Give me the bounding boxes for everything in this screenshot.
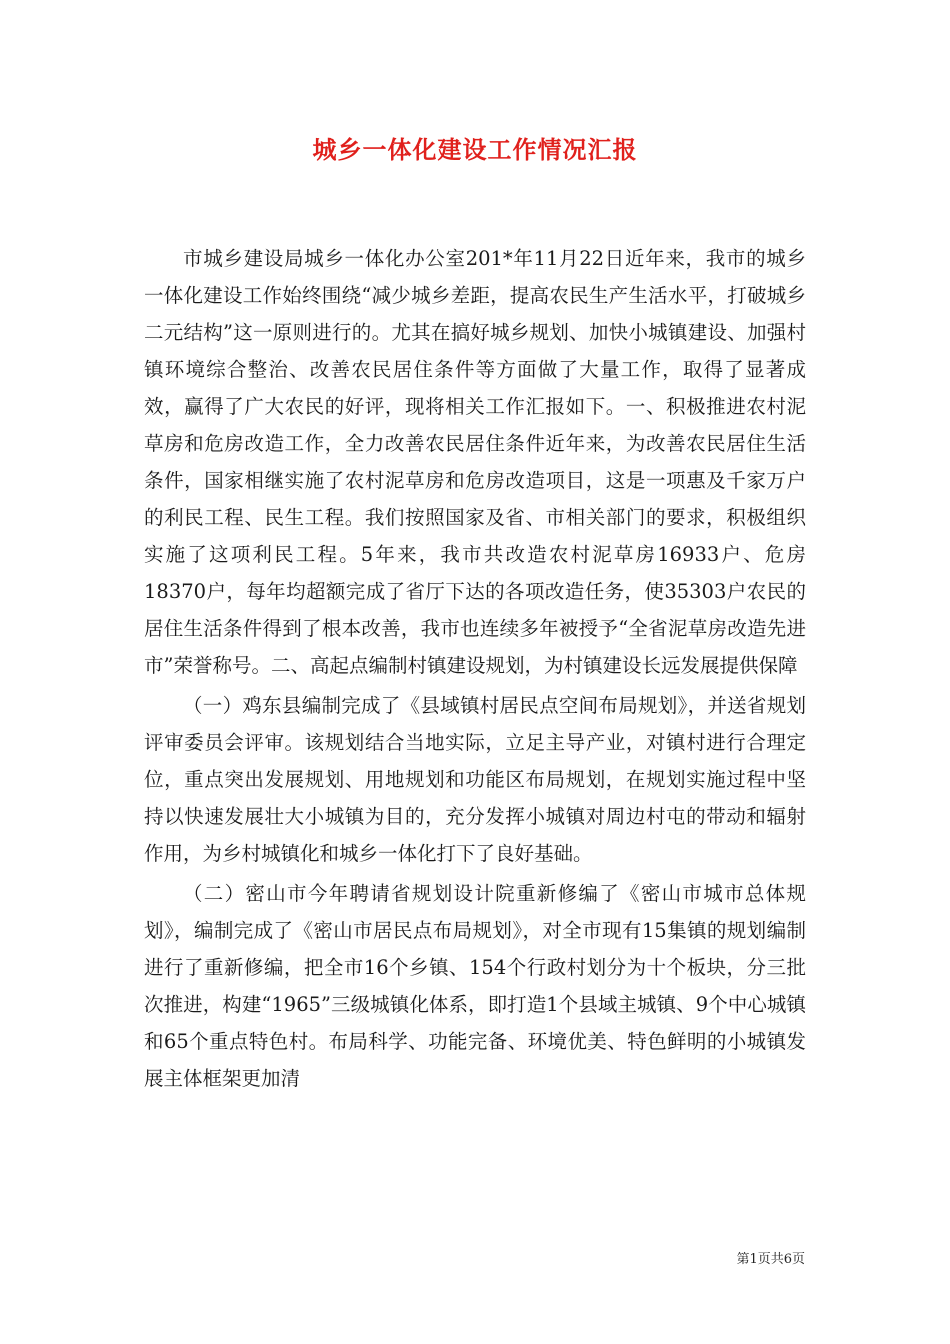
page-number: 第1页共6页: [736, 1252, 805, 1267]
document-body: [144, 240, 806, 1097]
document-title: 城乡一体化建设工作情况汇报: [312, 135, 638, 164]
paragraph-intro: 市城乡建设局城乡一体化办公室201*年11月22日近年来，我市的城乡一体化建设工作始终围绕“减少城乡差距，提高农民生产生活水平，打破城乡二元结构”这一原则进行的。尤其在搞好城乡规划、加快小城镇建设、加强村镇环境综合整治、改善农民居住条件等方面做了大量工作，取得了显著成效，赢得了广大农民的好评，现将相关工作汇报如下。一、积极推进农村泥草房和危房改造工作，全力改善农民居住条件近年来，为改善农民居住生活条件，国家相继实施了农村泥草房和危房改造项目，这是一项惠及千家万户的利民工程、民生工程。我们按照国家及省、市相关部门的要求，积极组织实施了这项利民工程。5年来，我市共改造农村泥草房16933户、危房18370户，每年均超额完成了省厅下达的各项改造任务，使35303户农民的居住生活条件得到了根本改善，我市也连续多年被授予“全省泥草房改造先进市”荣誉称号。二、高起点编制村镇建设规划，为村镇建设长远发展提供保障: [144, 247, 806, 677]
paragraph-section-2: （二）密山市今年聘请省规划设计院重新修编了《密山市城市总体规划》，编制完成了《密山市居民点布局规划》，对全市现有15集镇的规划编制进行了重新修编，把全市16个乡镇、154个行政村划分为十个板块，分三批次推进，构建“1965”三级城镇化体系，即打造1个县域主城镇、9个中心城镇和65个重点特色村。布局科学、功能完备、环境优美、特色鲜明的小城镇发展主体框架更加清: [144, 882, 806, 1090]
paragraph-section-1: （一）鸡东县编制完成了《县域镇村居民点空间布局规划》，并送省规划评审委员会评审。该规划结合当地实际，立足主导产业，对镇村进行合理定位，重点突出发展规划、用地规划和功能区布局规划，在规划实施过程中坚持以快速发展壮大小城镇为目的，充分发挥小城镇对周边村屯的带动和辐射作用，为乡村城镇化和城乡一体化打下了良好基础。: [144, 694, 806, 865]
